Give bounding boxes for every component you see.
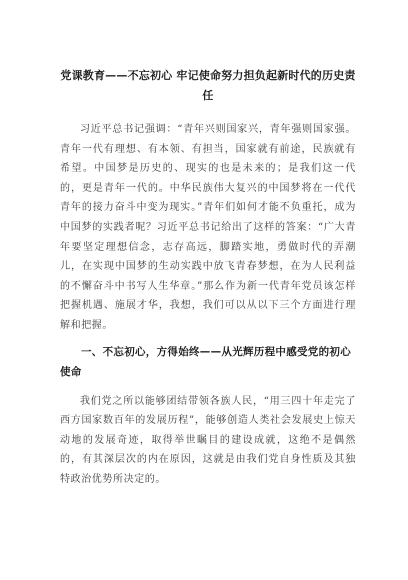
document-page	[60, 66, 356, 496]
document-title: 党课教育——不忘初心 牢记使命努力担负起新时代的历史责任	[60, 69, 356, 102]
section-1-paragraph: 我们党之所以能够团结带领各族人民，“用三四十年走完了西方国家数百年的发展历程”，能够创造人类社会发展史上惊天动地的发展奇迹，取得举世瞩目的建设成就，这绝不是偶然的，有其深层次的内在原因，这就是由我们党自身性质及其独特政治优势所决定的。	[60, 395, 356, 485]
section-1-heading: 一、不忘初心，方得始终——从光辉历程中感受党的初心使命	[60, 345, 351, 378]
intro-paragraph: 习近平总书记强调：“青年兴则国家兴，青年强则国家强。青年一代有理想、有本领、有担当，国家就有前途，民族就有希望。中国梦是历史的、现实的也是未来的；是我们这一代的，更是青年一代的。中华民族伟大复兴的中国梦将在一代代青年的接力奋斗中变为现实。”青年们如何才能不负重托，成为中国梦的实践者呢？习近平总书记给出了这样的答案：“广大青年要坚定理想信念，志存高远，脚踏实地，勇做时代的弄潮儿，在实现中国梦的生动实践中放飞青春梦想，在为人民利益的不懈奋斗中书写人生华章。”那么作为新一代青年党员该怎样把握机遇、施展才华，我想，我们可以从以下三个方面进行理解和把握。	[60, 124, 356, 331]
